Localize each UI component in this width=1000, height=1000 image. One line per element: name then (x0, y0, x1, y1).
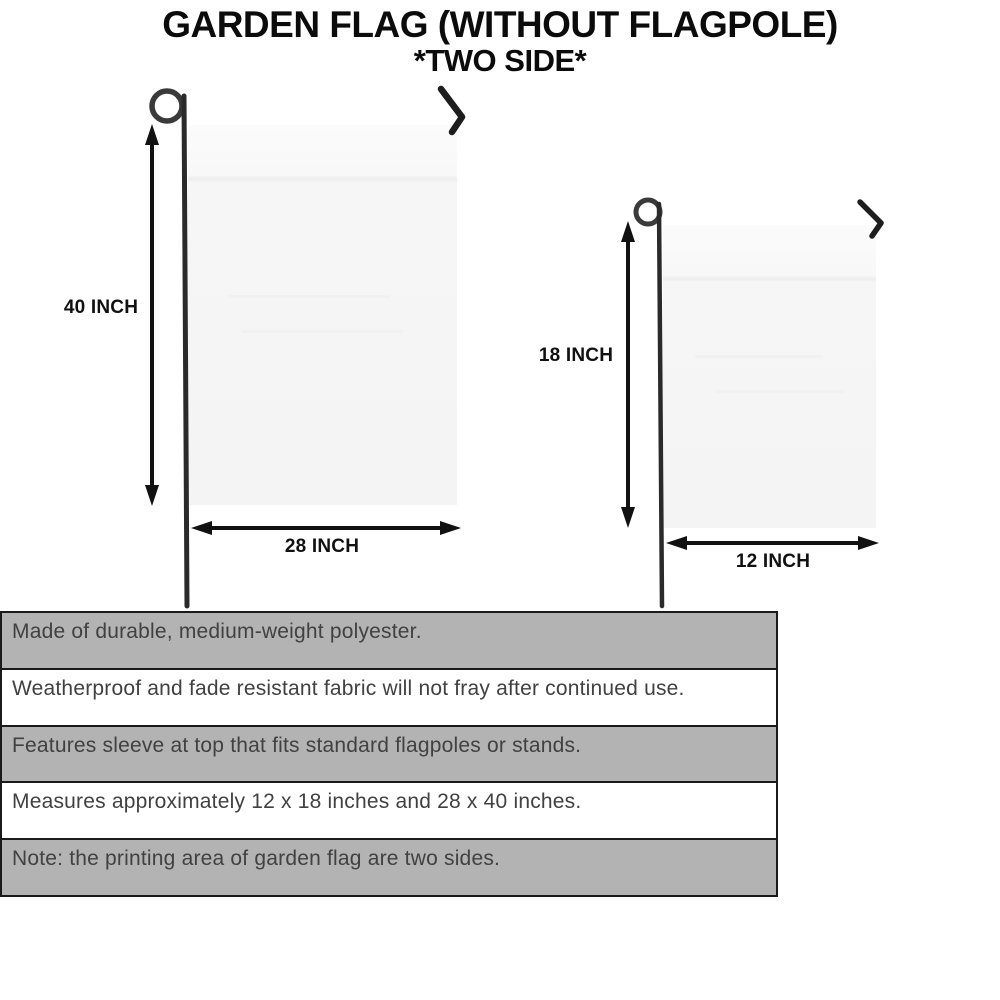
large-flagpole (184, 96, 187, 606)
feature-row (2, 613, 776, 668)
large-flagpole-loop (152, 91, 182, 121)
small-hanger-hook-icon (860, 202, 881, 236)
arrow-left-icon (191, 521, 212, 535)
feature-row (2, 781, 776, 838)
arrow-up-icon (145, 124, 159, 145)
page-subtitle: *TWO SIDE* (413, 43, 587, 78)
feature-row (2, 838, 776, 895)
small-height-label: 18 INCH (538, 345, 614, 366)
small-flagpole-loop (636, 200, 660, 224)
feature-row (2, 725, 776, 782)
feature-text: Measures approximately 12 x 18 inches and 28 x 40 inches. (12, 790, 582, 814)
page-title: GARDEN FLAG (WITHOUT FLAGPOLE) (162, 4, 838, 45)
small-flagpole (659, 204, 662, 606)
features-table (0, 611, 778, 897)
large-hanger-hook-icon (441, 89, 462, 132)
arrow-down-icon (621, 507, 635, 528)
feature-row (2, 668, 776, 725)
feature-text: Weatherproof and fade resistant fabric will not fray after continued use. (12, 676, 685, 700)
arrow-right-icon (440, 521, 461, 535)
arrow-down-icon (145, 485, 159, 506)
arrow-right-icon (858, 536, 879, 550)
large-width-label: 28 INCH (284, 536, 360, 557)
feature-text: Made of durable, medium-weight polyester. (12, 620, 422, 643)
small-width-label: 12 INCH (735, 551, 811, 572)
large-height-label: 40 INCH (63, 297, 139, 318)
arrow-left-icon (666, 536, 687, 550)
feature-text: Features sleeve at top that fits standard flagpoles or stands. (12, 733, 582, 757)
arrow-up-icon (621, 221, 635, 242)
feature-text: Note: the printing area of garden flag are two sides. (12, 847, 501, 871)
